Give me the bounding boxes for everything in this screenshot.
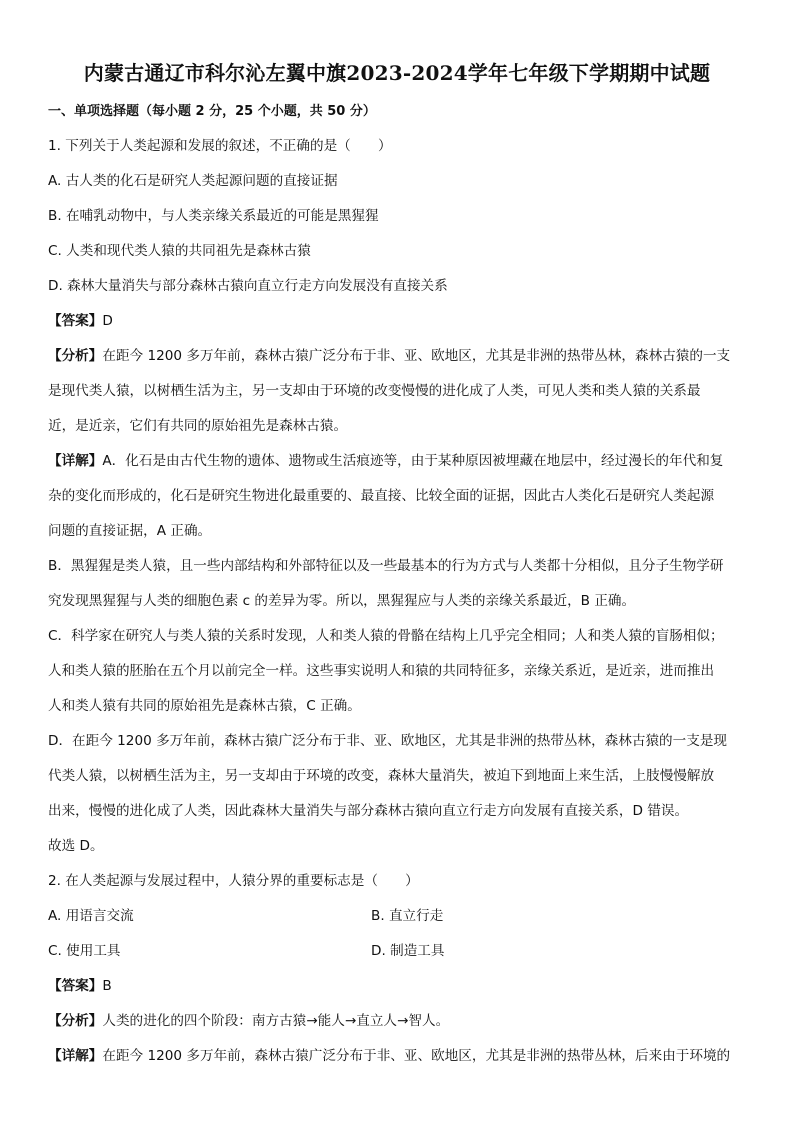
analysis-text: 人类的进化的四个阶段：南方古猿→能人→直立人→智人。 (102, 1013, 450, 1029)
question-1-detail-line-7: 人和类人猿的胚胎在五个月以前完全一样。这些事实说明人和猿的共同特征多，亲缘关系近，是近亲，进而推出 (48, 663, 715, 679)
analysis-label: 【分析】 (48, 348, 103, 364)
question-1-detail-line-12: 故选 D。 (48, 838, 104, 854)
question-1-option-a: A. 古人类的化石是研究人类起源问题的直接证据 (48, 173, 338, 189)
question-2-option-a: A. 用语言交流 (48, 908, 134, 924)
detail-label: 【详解】 (48, 1048, 103, 1064)
question-1-detail-line-9: D．在距今 1200 多万年前，森林古猿广泛分布于非、亚、欧地区，尤其是非洲的热带丛林，森林古猿的一支是现 (48, 733, 728, 749)
question-2-answer (48, 976, 754, 996)
question-1-detail-line-2: 杂的变化而形成的，化石是研究生物进化最重要的、最直接、比较全面的证据，因此古人类化石是研究人类起源 (48, 488, 715, 504)
answer-value: B (102, 978, 112, 994)
question-1-analysis-line-3: 近，是近亲，它们有共同的原始祖先是森林古猿。 (48, 418, 348, 434)
detail-text: A．化石是由古代生物的遗体、遗物或生活痕迹等，由于某种原因被埋藏在地层中，经过漫长的年代和复 (102, 453, 724, 469)
analysis-label: 【分析】 (48, 1013, 103, 1029)
question-1-detail-line-5: 究发现黑猩猩与人类的细胞色素 c 的差异为零。所以，黑猩猩应与人类的亲缘关系最近，B 正确。 (48, 593, 636, 609)
question-1-option-c: C. 人类和现代类人猿的共同祖先是森林古猿 (48, 243, 311, 259)
question-2-option-d: D. 制造工具 (371, 943, 445, 959)
question-2-option-c: C. 使用工具 (48, 943, 121, 959)
question-1-detail-line-3: 问题的直接证据，A 正确。 (48, 523, 212, 539)
question-2-detail (48, 1046, 754, 1066)
question-1-analysis-line-2: 是现代类人猿，以树栖生活为主，另一支却由于环境的改变慢慢的进化成了人类，可见人类和类人猿的关系最 (48, 383, 701, 399)
question-1-option-b: B. 在哺乳动物中，与人类亲缘关系最近的可能是黑猩猩 (48, 208, 379, 224)
question-1-detail-line-11: 出来，慢慢的进化成了人类，因此森林大量消失与部分森林古猿向直立行走方向发展有直接关系，D 错误。 (48, 803, 689, 819)
question-1-stem: 1. 下列关于人类起源和发展的叙述，不正确的是（ ） (48, 138, 392, 154)
question-1-answer (48, 311, 754, 331)
question-2-stem: 2. 在人类起源与发展过程中，人猿分界的重要标志是（ ） (48, 873, 419, 889)
answer-label: 【答案】 (48, 978, 103, 994)
analysis-text: 在距今 1200 多万年前，森林古猿广泛分布于非、亚、欧地区，尤其是非洲的热带丛林，森林古猿的一支 (102, 348, 731, 364)
question-1-detail-line-8: 人和类人猿有共同的原始祖先是森林古猿，C 正确。 (48, 698, 361, 714)
section-heading: 一、单项选择题（每小题 2 分，25 个小题，共 50 分） (48, 104, 376, 119)
question-2-option-b: B. 直立行走 (371, 908, 444, 924)
question-1-detail-line-1 (48, 451, 754, 471)
question-2-analysis (48, 1011, 754, 1031)
detail-label: 【详解】 (48, 453, 103, 469)
page-title: 内蒙古通辽市科尔沁左翼中旗2023-2024学年七年级下学期期中试题 (83, 61, 711, 85)
question-1-option-d: D. 森林大量消失与部分森林古猿向直立行走方向发展没有直接关系 (48, 278, 448, 294)
detail-text: 在距今 1200 多万年前，森林古猿广泛分布于非、亚、欧地区，尤其是非洲的热带丛林，后来由于环境的 (102, 1048, 731, 1064)
answer-value: D (102, 313, 113, 329)
question-1-detail-line-6: C．科学家在研究人与类人猿的关系时发现，人和类人猿的骨骼在结构上几乎完全相同；人和类人猿的盲肠相似； (48, 628, 724, 644)
question-1-analysis-line-1 (48, 346, 754, 366)
question-1-detail-line-4: B．黑猩猩是类人猿，且一些内部结构和外部特征以及一些最基本的行为方式与人类都十分相似，且分子生物学研 (48, 558, 724, 574)
question-1-detail-line-10: 代类人猿，以树栖生活为主，另一支却由于环境的改变，森林大量消失，被迫下到地面上来生活，上肢慢慢解放 (48, 768, 715, 784)
answer-label: 【答案】 (48, 313, 103, 329)
